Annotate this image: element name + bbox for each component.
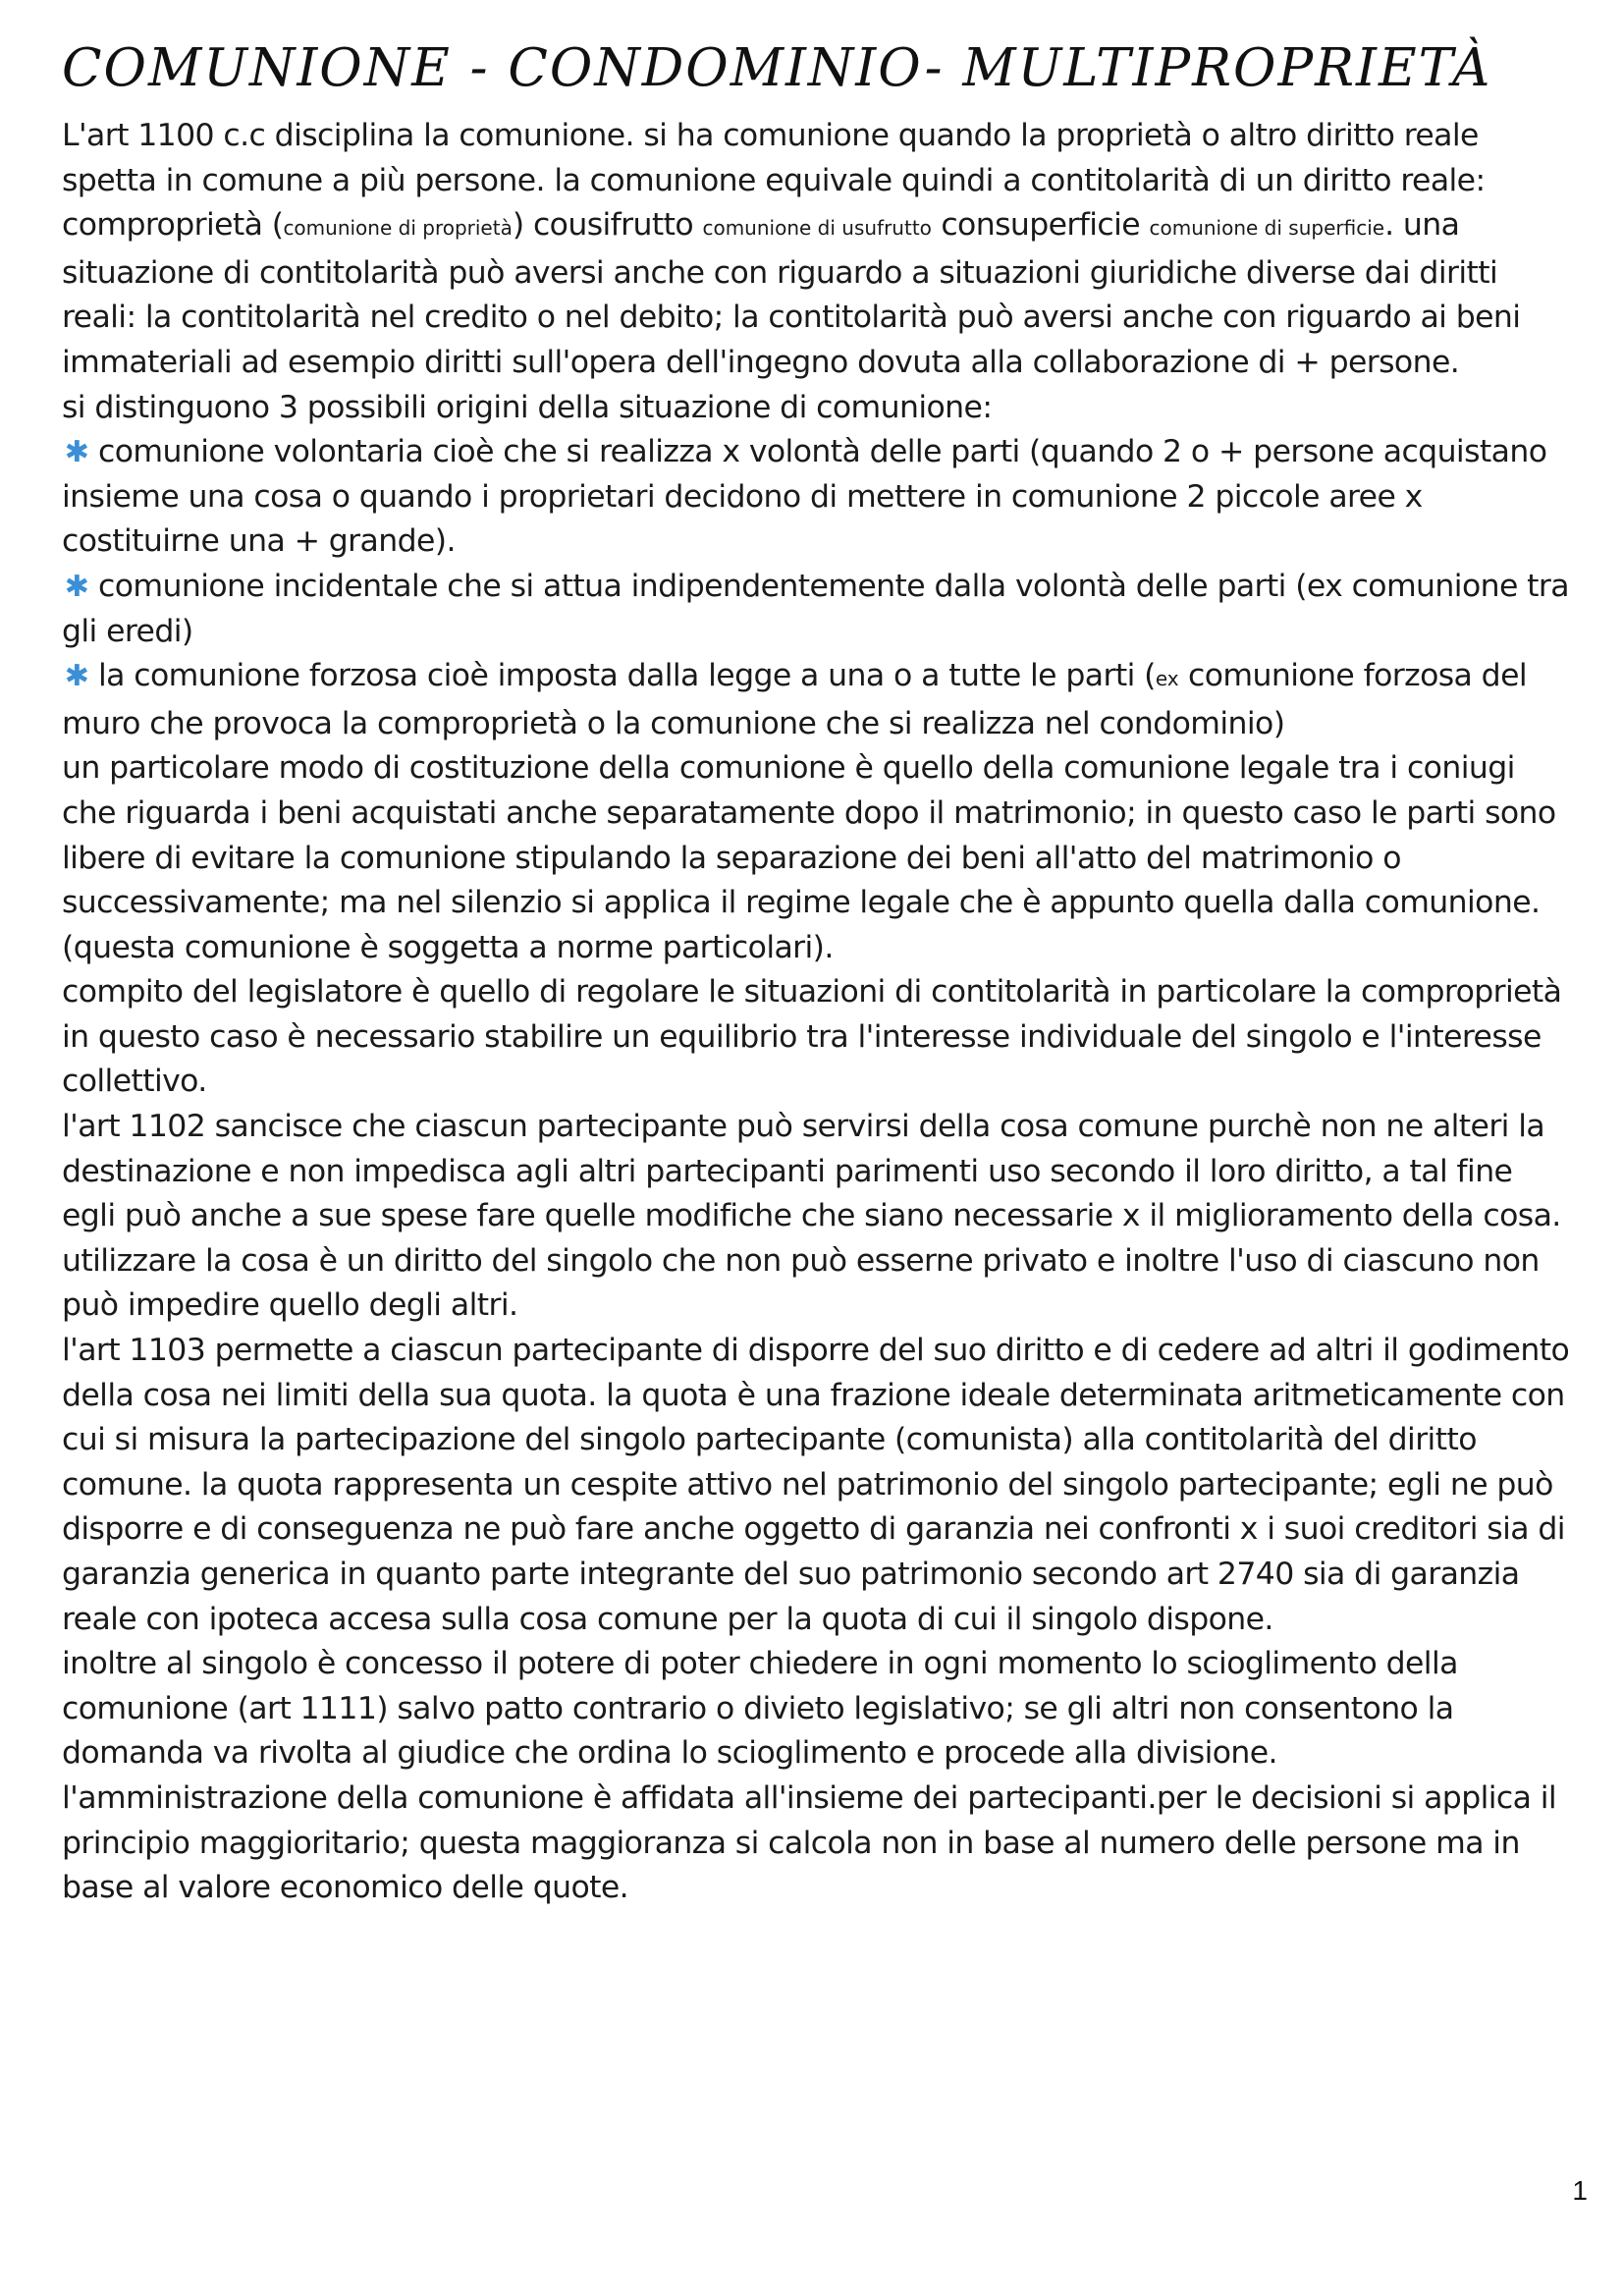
bullet-text: comunione volontaria cioè che si realizza x volontà delle parti (quando 2 o + persone acquistano insieme una cosa o quando i proprietari decidono di mettere in comunione 2 piccole aree x costituirne una + grande). [62,434,1547,560]
paragraph-text: consuperficie [931,207,1150,244]
page-number: 1 [1572,2175,1588,2206]
paragraph-amministrazione: l'amministrazione della comunione è affidata all'insieme dei partecipanti.per le decisioni si applica il principio maggioritario; questa maggioranza si calcola non in base al numero delle persone ma in base al valore economico delle quote. [62,1779,1557,1906]
paragraph-text: L'art 1100 c.c disciplina la comunione. si ha comunione quando la proprietà o altro diritto reale spetta in comune a più persone. la comunione equivale quindi a contitolarità di un diritto reale: comproprietà ( [62,118,1486,244]
asterisk-bullet-icon: ✱ [64,569,89,604]
paragraph-art-1103: l'art 1103 permette a ciascun partecipante di disporre del suo diritto e di cedere ad altri il godimento della cosa nei limiti della sua quota. la quota è una frazione ideale determinata aritmeticamente con cui si misura la partecipazione del singolo partecipante (comunista) alla contitolarità del diritto comune. la quota rappresenta un cespite attivo nel patrimonio del singolo partecipante; egli ne può disporre e di conseguenza ne può fare anche oggetto di garanzia nei confronti x i suoi creditori sia di garanzia generica in quanto parte integrante del suo patrimonio secondo art 2740 sia di garanzia reale con ipoteca accesa sulla cosa comune per la quota di cui il singolo dispone. [62,1333,1570,1637]
paragraph-scioglimento: inoltre al singolo è concesso il potere di poter chiedere in ogni momento lo scioglimento della comunione (art 1111) salvo patto contrario o divieto legislativo; se gli altri non consentono la domanda va rivolta al giudice che ordina lo scioglimento e procede alla divisione. [62,1646,1458,1772]
paragraph-origini: si distinguono 3 possibili origini della situazione di comunione: [62,389,993,425]
bullet-item-volontaria [62,430,1574,565]
small-note-usufrutto: comunione di usufrutto [702,216,932,241]
paragraph-text: ) cousifrutto [512,207,703,244]
document-title: COMUNIONE - CONDOMINIO- MULTIPROPRIETÀ [62,38,1492,98]
document-body [62,114,1574,1911]
bullet-text: comunione forzosa del muro che provoca la comproprietà o la comunione che si realizza nel condominio) [62,658,1527,741]
bullet-item-incidentale [62,565,1574,654]
paragraph-art-1102: l'art 1102 sancisce che ciascun partecipante può servirsi della cosa comune purchè non ne alteri la destinazione e non impedisca agli altri partecipanti parimenti uso secondo il loro diritto, a tal fine egli può anche a sue spese fare quelle modifiche che siano necessarie x il miglioramento della cosa. utilizzare la cosa è un diritto del singolo che non può esserne privato e inoltre l'uso di ciascuno non può impedire quello degli altri. [62,1109,1561,1324]
paragraph-art-1100 [62,114,1574,386]
asterisk-bullet-icon: ✱ [64,659,89,694]
asterisk-bullet-icon: ✱ [64,435,89,470]
small-note-comproprieta: comunione di proprietà [283,216,513,241]
bullet-text: comunione incidentale che si attua indipendentemente dalla volontà delle parti (ex comunione tra gli eredi) [62,568,1569,649]
paragraph-text: . una situazione di contitolarità può aversi anche con riguardo a situazioni giuridiche diverse dai diritti reali: la contitolarità nel credito o nel debito; la contitolarità può aversi anche con riguardo ai beni immateriali ad esempio diritti sull'opera dell'ingegno dovuta alla collaborazione di + persone. [62,207,1521,380]
paragraph-legislatore: compito del legislatore è quello di regolare le situazioni di contitolarità in particolare la comproprietà in questo caso è necessario stabilire un equilibrio tra l'interesse individuale del singolo e l'interesse collettivo. [62,974,1562,1100]
small-note-superficie: comunione di superficie [1149,216,1385,241]
paragraph-comunione-legale: un particolare modo di costituzione della comunione è quello della comunione legale tra i coniugi che riguarda i beni acquistati anche separatamente dopo il matrimonio; in questo caso le parti sono libere di evitare la comunione stipulando la separazione dei beni all'atto del matrimonio o successivamente; ma nel silenzio si applica il regime legale che è appunto quella dalla comunione.(questa comunione è soggetta a norme particolari). [62,750,1556,965]
small-note-ex: ex [1155,667,1179,691]
bullet-text: la comunione forzosa cioè imposta dalla legge a una o a tutte le parti ( [98,658,1156,694]
bullet-item-forzosa [62,654,1574,746]
